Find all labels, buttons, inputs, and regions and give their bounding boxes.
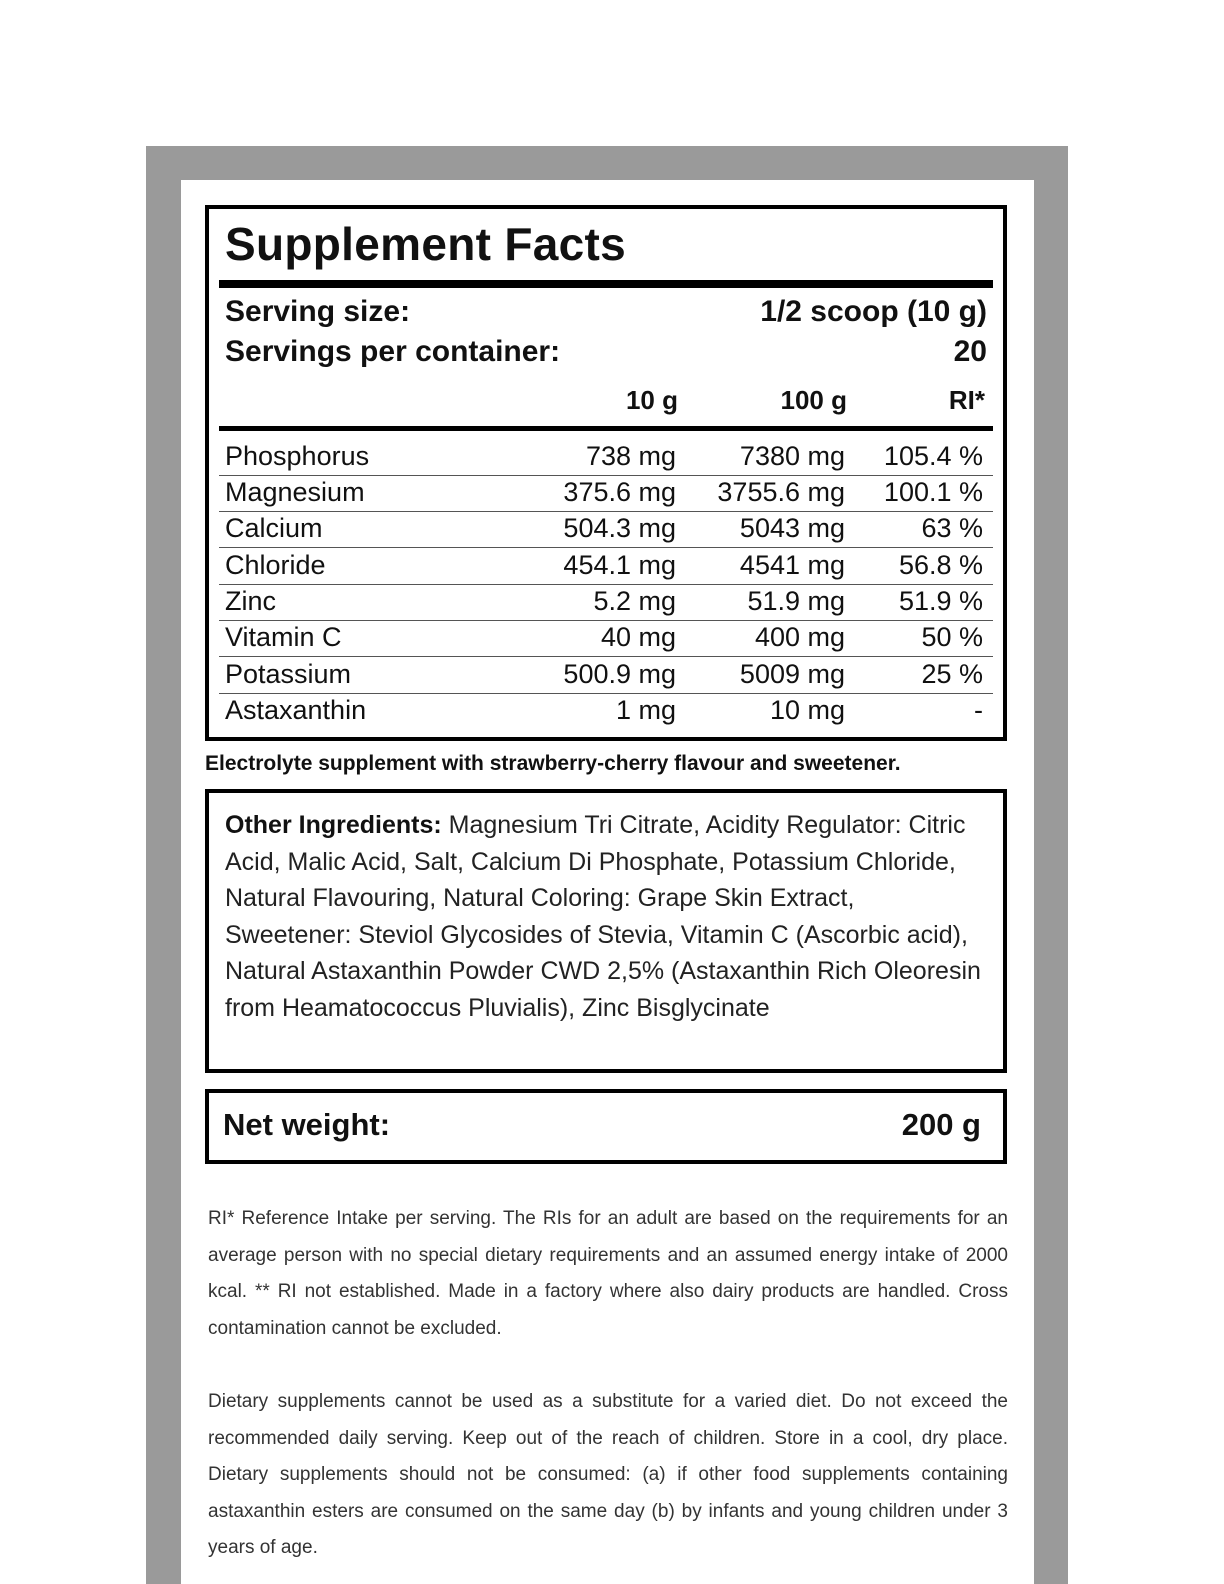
nutrient-ri: -: [974, 695, 983, 725]
serving-size-value: 1/2 scoop (10 g): [760, 295, 987, 328]
nutrient-per-100g: 400 mg: [754, 622, 845, 652]
ingredients-list: Magnesium Tri Citrate, Acidity Regulator: Citric Acid, Malic Acid, Salt, Calcium Di Phosphate, Potassium Chloride, Natural Flavouring, Natural Coloring: Grape Skin Extract, Sweetener: Steviol Glycosides of Stevia, Vitamin C (Ascorbic acid), Natural Astaxanthin Powder CWD 2,5% (Astaxanthin Rich Oleoresin from Heamatococcus Pluvialis), Zinc Bisglycinate: [225, 811, 981, 1022]
nutrient-row: [219, 584, 993, 621]
nutrient-per-100g: 4541 mg: [739, 550, 845, 580]
nutrient-ri: 56.8 %: [898, 550, 983, 580]
net-weight-label: Net weight:: [223, 1106, 391, 1142]
nutrient-name: Magnesium: [225, 477, 365, 507]
nutrient-row: [219, 548, 993, 585]
facts-title: Supplement Facts: [225, 218, 626, 270]
product-description: Electrolyte supplement with strawberry-cherry flavour and sweetener.: [205, 752, 901, 775]
nutrient-per-serving: 5.2 mg: [593, 586, 676, 616]
net-weight-value: 200 g: [901, 1106, 981, 1142]
nutrient-row: [219, 657, 993, 694]
nutrient-per-100g: 5043 mg: [739, 513, 845, 543]
nutrient-per-serving: 454.1 mg: [563, 550, 676, 580]
divider-thick: [219, 280, 993, 288]
servings-per-container-row: [225, 335, 987, 369]
serving-size-row: [225, 295, 987, 329]
nutrient-per-serving: 1 mg: [615, 695, 676, 725]
nutrient-name: Zinc: [225, 586, 277, 616]
nutrient-per-100g: 10 mg: [769, 695, 845, 725]
column-header-ri: RI*: [948, 385, 985, 415]
reference-intake-note: RI* Reference Intake per serving. The RIs for an adult are based on the requirements for an average person with no special dietary requirements and an assumed energy intake of 2000 kcal. ** RI not established. Made in a factory where also dairy products are handled. Cross contamination cannot be excluded.: [208, 1208, 1008, 1339]
nutrient-name: Potassium: [225, 659, 352, 689]
nutrient-per-100g: 51.9 mg: [747, 586, 845, 616]
nutrient-per-serving: 40 mg: [600, 622, 676, 652]
nutrient-row: [219, 439, 993, 476]
nutrient-per-serving: 504.3 mg: [563, 513, 676, 543]
nutrient-row: [219, 511, 993, 548]
nutrient-per-100g: 7380 mg: [739, 441, 845, 471]
nutrient-per-serving: 375.6 mg: [563, 477, 676, 507]
column-header-per-serving: 10 g: [625, 385, 678, 415]
nutrient-row: [219, 693, 993, 729]
nutrient-name: Calcium: [225, 513, 323, 543]
serving-size-label: Serving size:: [225, 295, 411, 328]
nutrient-ri: 50 %: [921, 622, 983, 652]
nutrient-ri: 25 %: [921, 659, 983, 689]
ingredients-panel: [205, 789, 1007, 1073]
servings-per-container-label: Servings per container:: [225, 335, 561, 368]
net-weight-panel: [205, 1089, 1007, 1164]
nutrient-name: Astaxanthin: [225, 695, 367, 725]
nutrient-per-serving: 738 mg: [585, 441, 676, 471]
divider-header: [219, 426, 993, 431]
nutrient-name: Phosphorus: [225, 441, 370, 471]
ingredients-paragraph: [225, 807, 987, 1026]
dietary-warning-note: Dietary supplements cannot be used as a substitute for a varied diet. Do not exceed the recommended daily serving. Keep out of the reach of children. Store in a cool, dry place. Dietary supplements should not be consumed: (a) if other food supplements containing astaxanthin esters are consumed on the same day (b) by infants and young children under 3 years of age.: [208, 1391, 1008, 1558]
nutrient-ri: 100.1 %: [883, 477, 983, 507]
nutrient-ri: 51.9 %: [898, 586, 983, 616]
nutrient-row: [219, 620, 993, 657]
nutrient-row: [219, 475, 993, 512]
nutrient-per-100g: 5009 mg: [739, 659, 845, 689]
column-header-per-100g: 100 g: [780, 385, 847, 415]
servings-per-container-value: 20: [953, 335, 987, 368]
nutrient-name: Chloride: [225, 550, 326, 580]
ingredients-label: Other Ingredients:: [225, 811, 442, 839]
nutrient-per-serving: 500.9 mg: [563, 659, 676, 689]
nutrient-per-100g: 3755.6 mg: [717, 477, 845, 507]
nutrient-ri: 105.4 %: [883, 441, 983, 471]
nutrient-ri: 63 %: [921, 513, 983, 543]
supplement-facts-panel: [205, 205, 1007, 741]
nutrient-name: Vitamin C: [225, 622, 342, 652]
